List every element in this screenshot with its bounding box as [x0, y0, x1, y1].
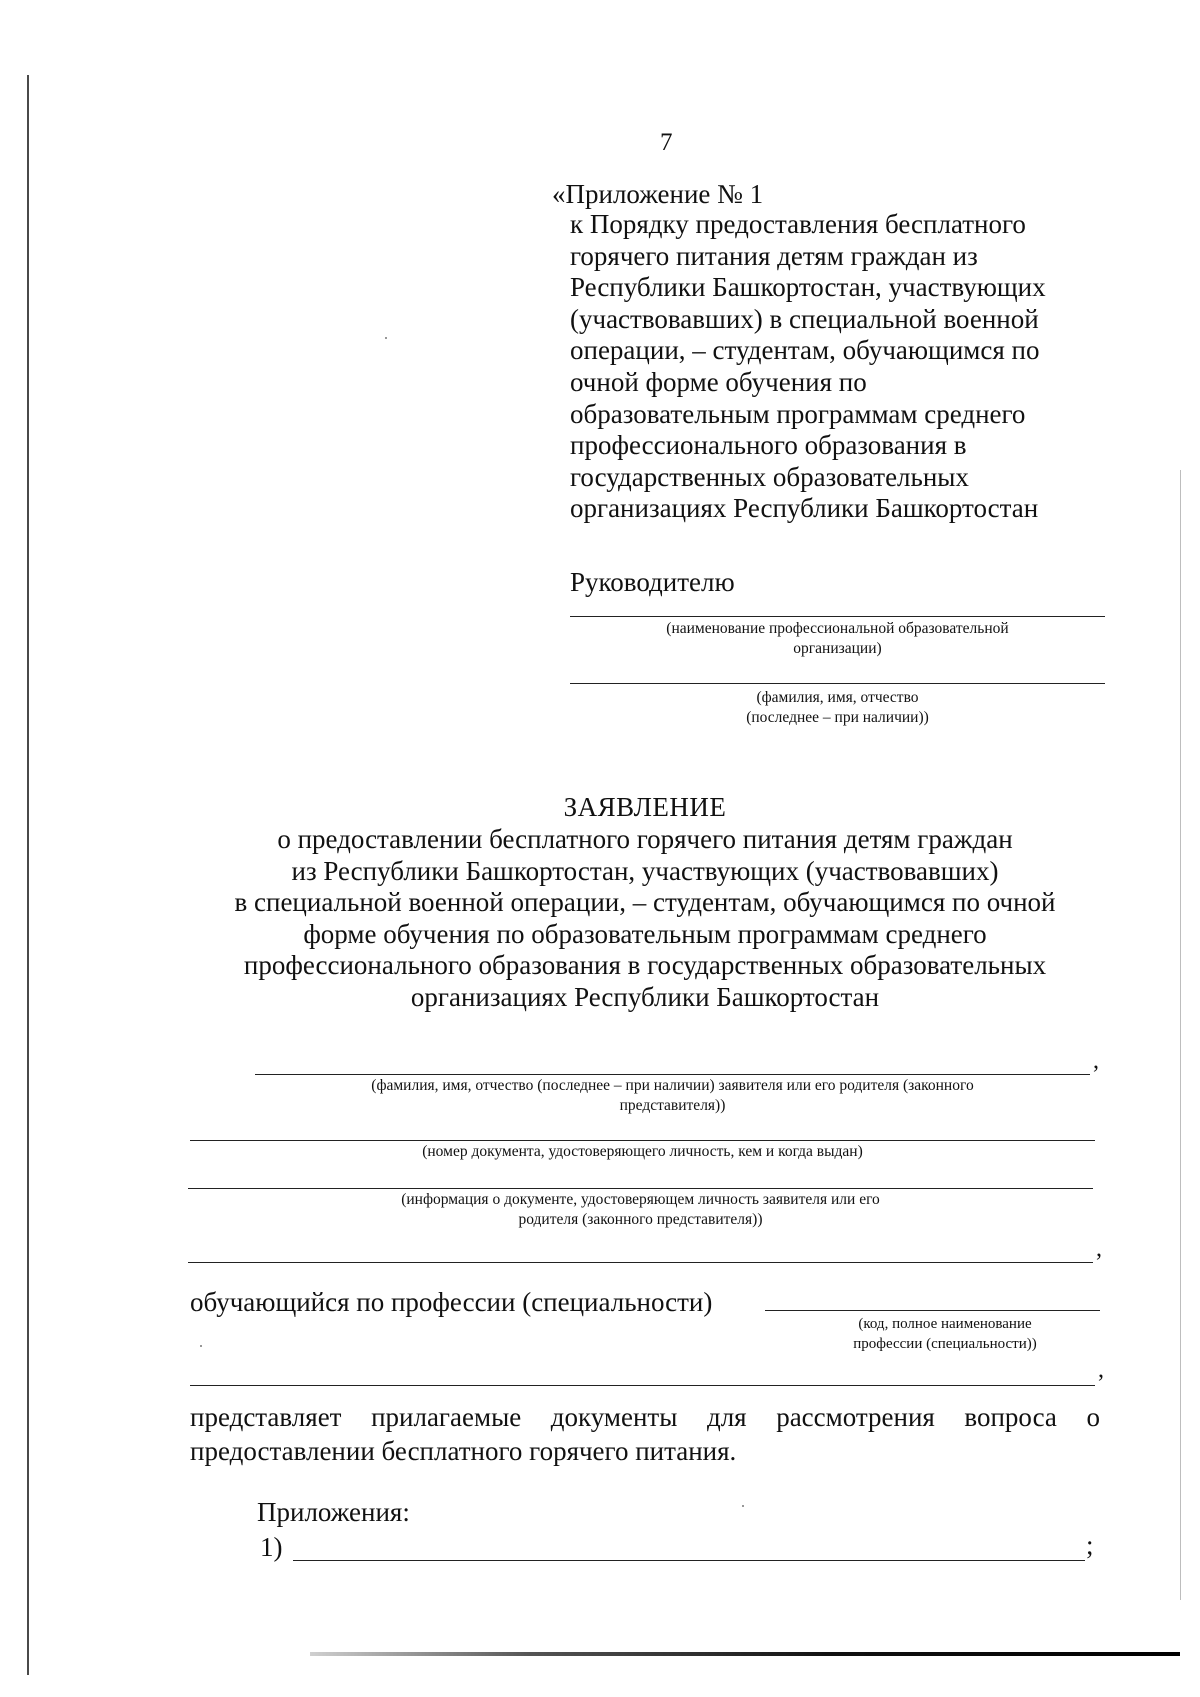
profession-label: обучающийся по профессии (специальности) [190, 1287, 713, 1317]
org-name-line[interactable] [570, 616, 1105, 617]
applicant-name-hint [255, 1076, 1090, 1116]
scan-edge-right [1180, 470, 1181, 1600]
statement-line: профессионального образования в государственных образовательных [243, 950, 1047, 981]
scan-bottom-edge [310, 1652, 1180, 1656]
doc-info-line[interactable] [188, 1188, 1093, 1189]
statement-subtitle [180, 824, 1110, 1014]
head-name-line[interactable] [570, 683, 1105, 684]
profession-hint-line: (код, полное наименование [858, 1316, 1032, 1332]
appendix-text [570, 209, 1130, 525]
attachment-1-line[interactable] [293, 1560, 1085, 1561]
statement-line: из Республики Башкортостан, участвующих (участвовавших) [291, 855, 999, 886]
org-name-hint-line: (наименование профессиональной образовательной [666, 620, 1009, 637]
appendix-line: Республики Башкортостан, участвующих [570, 272, 1046, 303]
applicant-name-hint-line: (фамилия, имя, отчество (последнее – при наличии) заявителя или его родителя (законного [371, 1077, 974, 1094]
attachment-1-number: 1) [260, 1532, 283, 1562]
applicant-name-hint-line: представителя)) [619, 1097, 726, 1114]
applicant-name-comma: , [1093, 1048, 1099, 1074]
appendix-line: профессионального образования в [570, 430, 967, 461]
appendix-title: «Приложение № 1 [552, 179, 764, 209]
statement-line: в специальной военной операции, – студентам, обучающимся по очной [234, 887, 1056, 918]
attachment-1-semicolon: ; [1086, 1530, 1094, 1560]
profession-line-2[interactable] [190, 1385, 1095, 1386]
statement-line: организациях Республики Башкортостан [410, 981, 880, 1012]
appendix-line: организациях Республики Башкортостан [570, 493, 1039, 524]
doc-info-comma: , [1096, 1236, 1102, 1262]
appendix-line: (участвовавших) в специальной военной [570, 303, 1039, 334]
body-text-line-2: предоставлении бесплатного горячего питания. [190, 1436, 737, 1466]
profession-line[interactable] [765, 1310, 1100, 1311]
profession-comma: , [1098, 1357, 1104, 1383]
scan-speck [742, 1505, 744, 1507]
doc-info-line-2[interactable] [188, 1262, 1093, 1263]
head-name-hint-line: (последнее – при наличии)) [746, 709, 929, 726]
statement-title: ЗАЯВЛЕНИЕ [563, 792, 727, 822]
doc-info-hint-line: (информация о документе, удостоверяющем личность заявителя или его [401, 1191, 880, 1208]
doc-info-hint-line: родителя (законного представителя)) [518, 1211, 763, 1228]
profession-hint [795, 1314, 1095, 1354]
appendix-line: образовательным программам среднего [570, 398, 1026, 429]
appendix-line: операции, – студентам, обучающимся по [570, 335, 1040, 366]
scan-edge-left [27, 75, 29, 1675]
addressee-label: Руководителю [570, 567, 735, 597]
body-text-line-1: представляет прилагаемые документы для рассмотрения вопроса о [190, 1402, 1100, 1432]
appendix-line: к Порядку предоставления бесплатного [570, 209, 1026, 239]
page-number: 7 [660, 129, 673, 156]
statement-line: о предоставлении бесплатного горячего питания детям граждан [277, 824, 1013, 854]
scan-speck [385, 337, 387, 339]
scan-speck [200, 1345, 202, 1347]
doc-info-hint [188, 1190, 1093, 1230]
appendix-line: горячего питания детям граждан из [570, 240, 978, 271]
profession-hint-line: профессии (специальности)) [853, 1336, 1037, 1352]
org-name-hint-line: организации) [793, 640, 882, 657]
appendix-line: государственных образовательных [570, 461, 969, 492]
doc-number-line[interactable] [190, 1140, 1095, 1141]
head-name-hint-line: (фамилия, имя, отчество [756, 689, 919, 706]
statement-line: форме обучения по образовательным программам среднего [303, 918, 987, 949]
applicant-name-line[interactable] [255, 1074, 1090, 1075]
head-name-hint [570, 688, 1105, 728]
appendix-line: очной форме обучения по [570, 366, 867, 397]
org-name-hint [570, 619, 1105, 659]
doc-number-hint: (номер документа, удостоверяющего личность, кем и когда выдан) [422, 1143, 863, 1160]
attachments-label: Приложения: [257, 1497, 410, 1527]
